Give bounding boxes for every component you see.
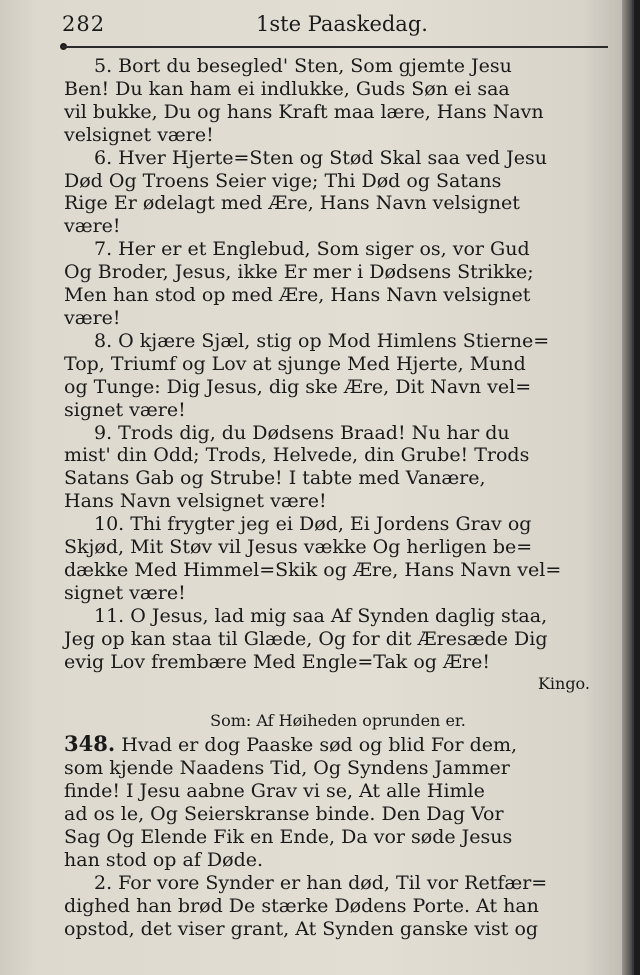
verse-line: signet være!	[64, 398, 186, 421]
verse-line: Men han stod op med Ære, Hans Navn velsignet	[64, 284, 531, 307]
verse-line: Og Broder, Jesus, ikke Er mer i Dødsens Strikke;	[64, 261, 534, 284]
verse-line: være!	[64, 306, 121, 329]
verse-line: som kjende Naadens Tid, Og Syndens Jammer	[64, 757, 510, 780]
verse-line: vil bukke, Du og hans Kraft maa lære, Hans Navn	[64, 100, 544, 123]
verse-line: Jeg op kan staa til Glæde, Og for dit Æresæde Dig	[64, 627, 548, 650]
hymn-text-block	[64, 55, 612, 940]
page-number: 282	[62, 12, 106, 36]
running-header	[62, 12, 622, 42]
verse-line: være!	[64, 215, 121, 238]
verse-line: 10. Thi frygter jeg ei Død, Ei Jordens Grav og	[94, 513, 532, 536]
verse-line: Død Og Troens Seier vige; Thi Død og Satans	[64, 169, 502, 192]
verse-line: Rige Er ødelagt med Ære, Hans Navn velsignet	[64, 192, 520, 215]
verse-line: Top, Triumf og Lov at sjunge Med Hjerte, Mund	[64, 352, 526, 375]
verse-line: Skjød, Mit Støv vil Jesus vække Og herligen be=	[64, 536, 533, 559]
verse-line-text: Hvad er dog Paaske sød og blid For dem,	[121, 734, 518, 757]
verse-line: Satans Gab og Strube! I tabte med Vanære,	[64, 467, 486, 490]
verse-line: finde! I Jesu aabne Grav vi se, At alle Himle	[64, 780, 485, 803]
verse-line: dighed han brød De stærke Dødens Porte. At han	[64, 894, 539, 917]
hymn-number: 348.	[64, 731, 116, 757]
verse-line: Ben! Du kan ham ei indlukke, Guds Søn ei saa	[64, 77, 510, 100]
hymn-author: Kingo.	[537, 674, 590, 694]
verse-line: dække Med Himmel=Skik og Ære, Hans Navn vel=	[64, 558, 562, 581]
page-spine-shadow	[622, 0, 632, 975]
verse-line: 8. O kjære Sjæl, stig op Mod Himlens Stierne=	[94, 329, 550, 352]
verse-line: signet være!	[64, 581, 186, 604]
tune-reference: Som: Af Høiheden oprunden er.	[210, 711, 466, 731]
verse-line: 5. Bort du besegled' Sten, Som gjemte Jesu	[94, 55, 512, 77]
verse-line: Sag Og Elende Fik en Ende, Da vor søde Jesus	[64, 825, 513, 848]
verse-line: 11. O Jesus, lad mig saa Af Synden daglig staa,	[94, 604, 548, 627]
verse-line: Hans Navn velsignet være!	[64, 490, 327, 513]
verse-line: ad os le, Og Seierskranse binde. Den Dag Vor	[64, 803, 504, 825]
verse-line: velsignet være!	[64, 123, 214, 146]
verse-line: 2. For vore Synder er han død, Til vor Retfær=	[94, 871, 548, 894]
verse-line: han stod op af Døde.	[64, 848, 264, 871]
verse-line: 9. Trods dig, du Dødsens Braad! Nu har du	[94, 421, 510, 444]
verse-line: 7. Her er et Englebud, Som siger os, vor Gud	[94, 238, 530, 261]
verse-line: opstod, det viser grant, At Synden ganske vist og	[64, 917, 539, 940]
verse-line: og Tunge: Dig Jesus, dig ske Ære, Dit Navn vel=	[64, 375, 532, 398]
verse-line: evig Lov frembære Med Engle=Tak og Ære!	[64, 650, 490, 673]
verse-line: 6. Hver Hjerte=Sten og Stød Skal saa ved Jesu	[94, 146, 547, 169]
verse-line: mist' din Odd; Trods, Helvede, din Grube! Trods	[64, 444, 530, 467]
hymn-first-line	[64, 733, 612, 757]
header-rule	[62, 46, 608, 48]
page-title: 1ste Paaskedag.	[256, 12, 428, 36]
